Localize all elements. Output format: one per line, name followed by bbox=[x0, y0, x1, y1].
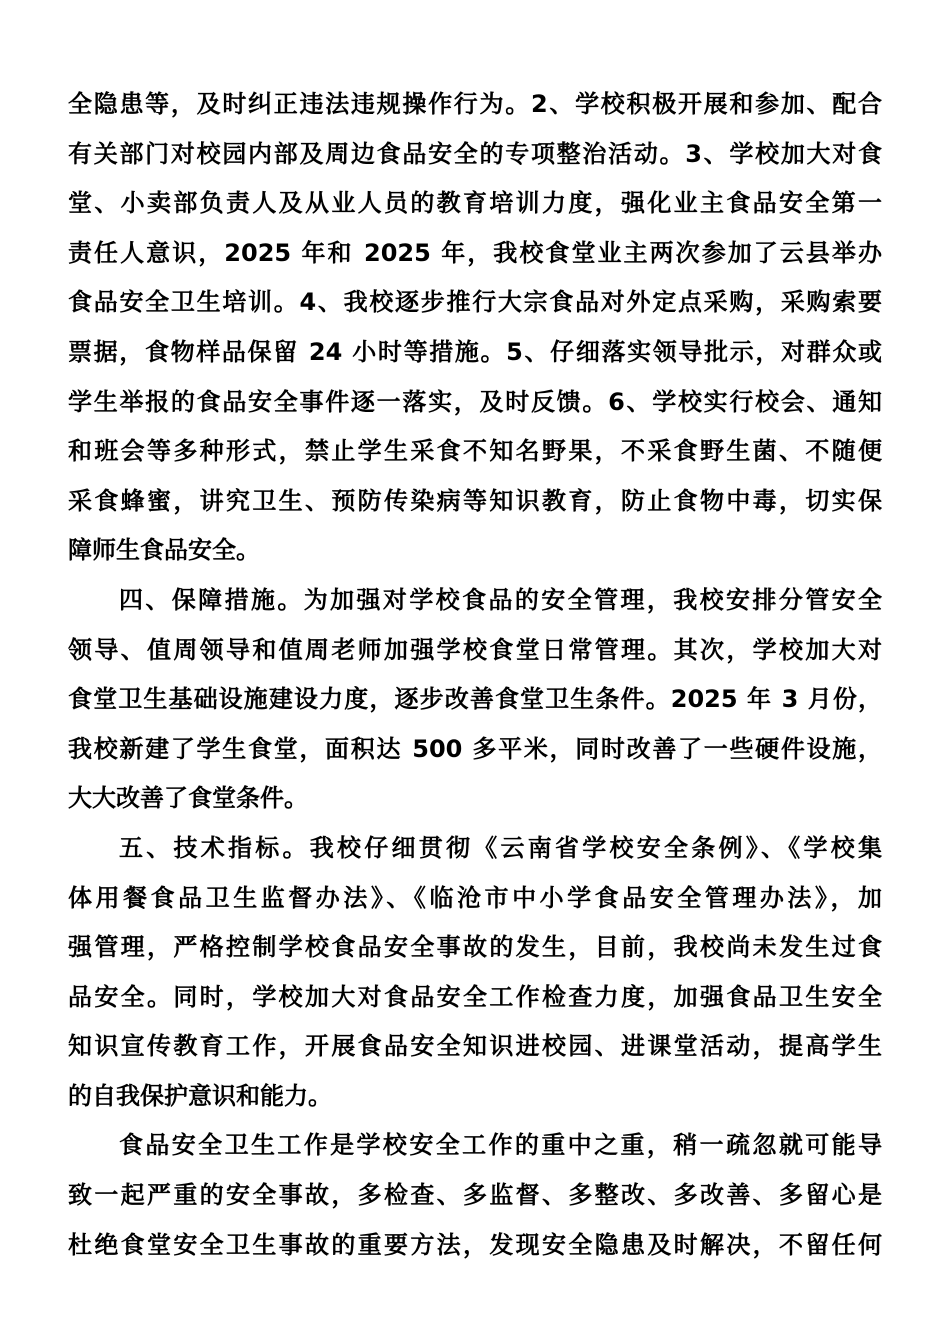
text-line: 大大改善了食堂条件。 bbox=[68, 784, 308, 813]
text-line: 和班会等多种形式，禁止学生采食不知名野果，不采食野生菌、不随便 bbox=[68, 437, 882, 466]
text-line: 有关部门对校园内部及周边食品安全的专项整治活动。3、学校加大对食 bbox=[68, 139, 882, 168]
paragraph-continuation bbox=[68, 80, 882, 576]
text-line: 知识宣传教育工作，开展食品安全知识进校园、进课堂活动，提高学生 bbox=[68, 1032, 882, 1061]
text-line: 五、技术指标。我校仔细贯彻《云南省学校安全条例》、《学校集 bbox=[119, 833, 882, 862]
text-line: 四、保障措施。为加强对学校食品的安全管理，我校安排分管安全 bbox=[119, 585, 882, 614]
text-line: 体用餐食品卫生监督办法》、《临沧市中小学食品安全管理办法》，加 bbox=[68, 883, 882, 912]
text-line: 采食蜂蜜，讲究卫生、预防传染病等知识教育，防止食物中毒，切实保 bbox=[68, 486, 882, 515]
text-line: 全隐患等，及时纠正违法违规操作行为。2、学校积极开展和参加、配合 bbox=[68, 90, 882, 118]
text-line: 障师生食品安全。 bbox=[68, 536, 260, 565]
text-line: 致一起严重的安全事故，多检查、多监督、多整改、多改善、多留心是 bbox=[68, 1181, 882, 1210]
text-line: 品安全。同时，学校加大对食品安全工作检查力度，加强食品卫生安全 bbox=[68, 982, 882, 1011]
document-page bbox=[68, 80, 882, 1270]
paragraph-conclusion bbox=[68, 1121, 882, 1270]
text-line: 票据，食物样品保留 24 小时等措施。5、仔细落实领导批示，对群众或 bbox=[68, 337, 882, 366]
paragraph-safeguard-measures bbox=[68, 576, 882, 824]
text-line: 食品安全卫生工作是学校安全工作的重中之重，稍一疏忽就可能导 bbox=[119, 1131, 882, 1160]
text-line: 食堂卫生基础设施建设力度，逐步改善食堂卫生条件。2025 年 3 月份， bbox=[68, 685, 882, 714]
text-line: 学生举报的食品安全事件逐一落实，及时反馈。6、学校实行校会、通知 bbox=[68, 387, 882, 416]
text-line: 强管理，严格控制学校食品安全事故的发生，目前，我校尚未发生过食 bbox=[68, 933, 882, 962]
text-line: 的自我保护意识和能力。 bbox=[68, 1081, 332, 1110]
text-line: 责任人意识，2025 年和 2025 年，我校食堂业主两次参加了云县举办 bbox=[68, 238, 882, 267]
text-line: 杜绝食堂安全卫生事故的重要方法，发现安全隐患及时解决，不留任何 bbox=[68, 1230, 882, 1259]
text-line: 堂、小卖部负责人及从业人员的教育培训力度，强化业主食品安全第一 bbox=[68, 189, 882, 218]
text-line: 我校新建了学生食堂，面积达 500 多平米，同时改善了一些硬件设施， bbox=[68, 734, 882, 763]
paragraph-technical-indicators bbox=[68, 824, 882, 1122]
text-line: 领导、值周领导和值周老师加强学校食堂日常管理。其次，学校加大对 bbox=[68, 635, 882, 664]
text-line: 食品安全卫生培训。4、我校逐步推行大宗食品对外定点采购，采购索要 bbox=[68, 288, 882, 317]
